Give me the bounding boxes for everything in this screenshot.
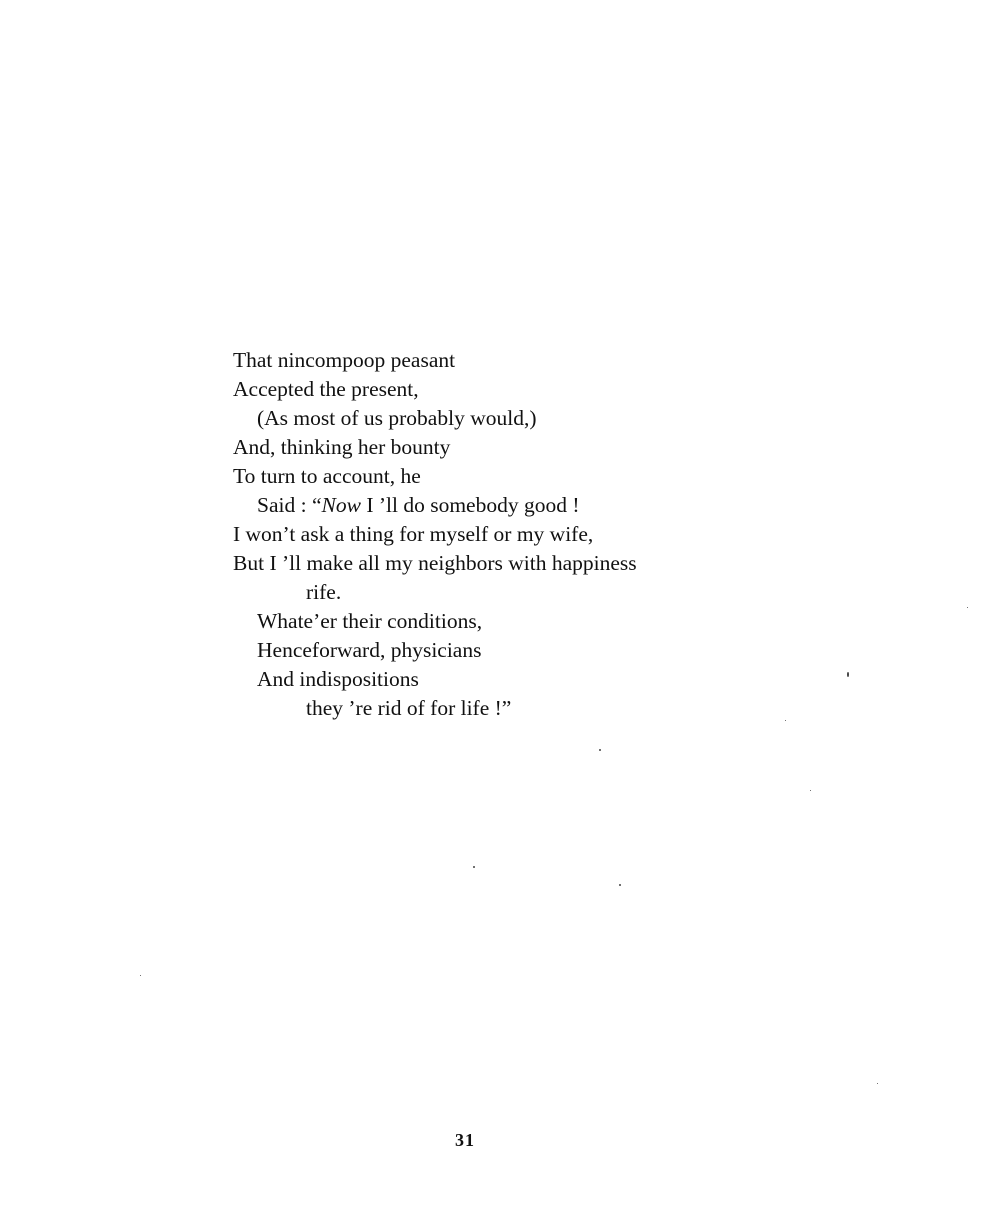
poem-line-6-rest: I ’ll do somebody good ! [360, 493, 580, 517]
poem-stanza [233, 346, 793, 723]
poem-line-3: (As most of us probably would,) [257, 406, 537, 430]
poem-line-1: That nincompoop peasant [233, 348, 456, 372]
poem-line-9: rife. [306, 580, 342, 604]
scan-speck [810, 790, 811, 791]
poem-line-2: Accepted the present, [233, 377, 419, 401]
poem-line-13: they ’re rid of for life !” [306, 696, 512, 720]
scan-speck [847, 672, 849, 677]
scan-speck [599, 749, 601, 751]
poem-line-8: But I ’ll make all my neighbors with happiness [233, 551, 637, 575]
poem-line-5: To turn to account, he [233, 464, 421, 488]
scan-speck [619, 884, 621, 886]
page-number: 31 [455, 1130, 475, 1150]
poem-line-11: Henceforward, physicians [257, 638, 482, 662]
poem-line-4: And, thinking her bounty [233, 435, 451, 459]
scan-speck [877, 1083, 878, 1084]
poem-line-12: And indispositions [257, 667, 419, 691]
scan-speck [785, 720, 786, 721]
scan-speck [967, 607, 968, 608]
poem-line-6-prefix: Said : “ [257, 493, 322, 517]
poem-line-6 [233, 491, 793, 520]
scan-speck [473, 866, 475, 868]
poem-line-7: I won’t ask a thing for myself or my wife, [233, 522, 594, 546]
poem-line-10: Whate’er their conditions, [257, 609, 483, 633]
poem-line-6-emphasis: Now [321, 493, 361, 517]
scan-speck [140, 975, 141, 976]
